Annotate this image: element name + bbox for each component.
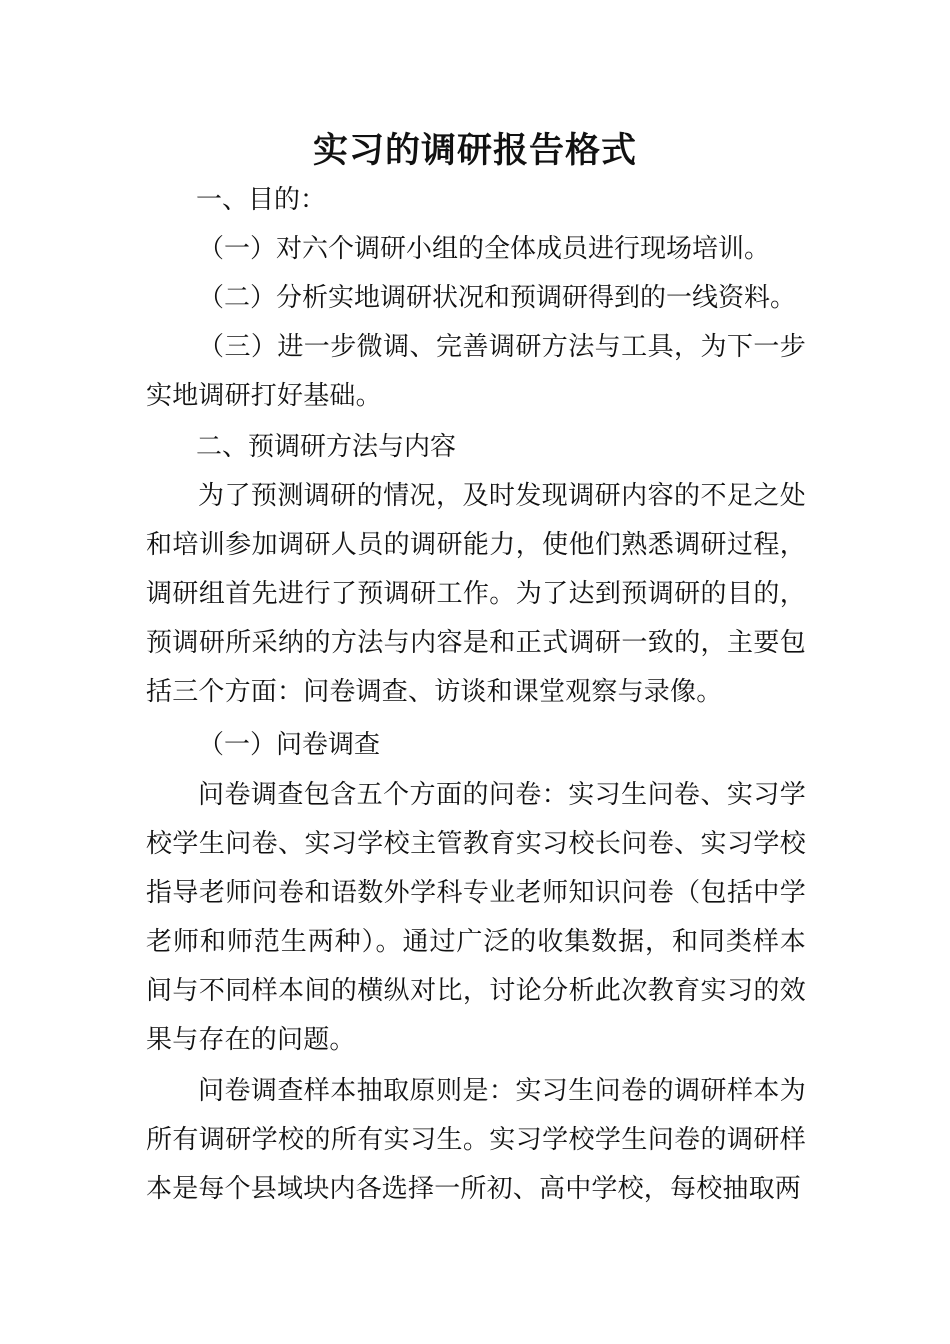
purpose-item-3: （三）进一步微调、完善调研方法与工具，为下一步实地调研打好基础。 bbox=[146, 332, 806, 411]
subsection-heading-questionnaire: （一）问卷调查 bbox=[198, 730, 381, 760]
purpose-item-1: （一）对六个调研小组的全体成员进行现场培训。 bbox=[198, 234, 771, 264]
section-heading-purpose: 一、目的： bbox=[196, 185, 327, 215]
questionnaire-paragraph-1: 问卷调查包含五个方面的问卷：实习生问卷、实习学校学生问卷、实习学校主管教育实习校长问卷、实习学校指导老师问卷和语数外学科专业老师知识问卷（包括中学老师和师范生两种）。通过广泛的收集数据，和同类样本间与不同样本间的横纵对比，讨论分析此次教育实习的效果与存在的问题。 bbox=[146, 780, 806, 1055]
methods-intro-paragraph: 为了预测调研的情况，及时发现调研内容的不足之处和培训参加调研人员的调研能力，使他们熟悉调研过程，调研组首先进行了预调研工作。为了达到预调研的目的，预调研所采纳的方法与内容是和正式调研一致的，主要包括三个方面：问卷调查、访谈和课堂观察与录像。 bbox=[146, 481, 806, 707]
document-title: 实习的调研报告格式 bbox=[312, 131, 637, 171]
section-heading-methods: 二、预调研方法与内容 bbox=[196, 432, 457, 462]
questionnaire-paragraph-2: 问卷调查样本抽取原则是：实习生问卷的调研样本为所有调研学校的所有实习生。实习学校学生问卷的调研样本是每个县域块内各选择一所初、高中学校，每校抽取两 bbox=[146, 1076, 806, 1204]
purpose-item-2: （二）分析实地调研状况和预调研得到的一线资料。 bbox=[198, 283, 797, 313]
